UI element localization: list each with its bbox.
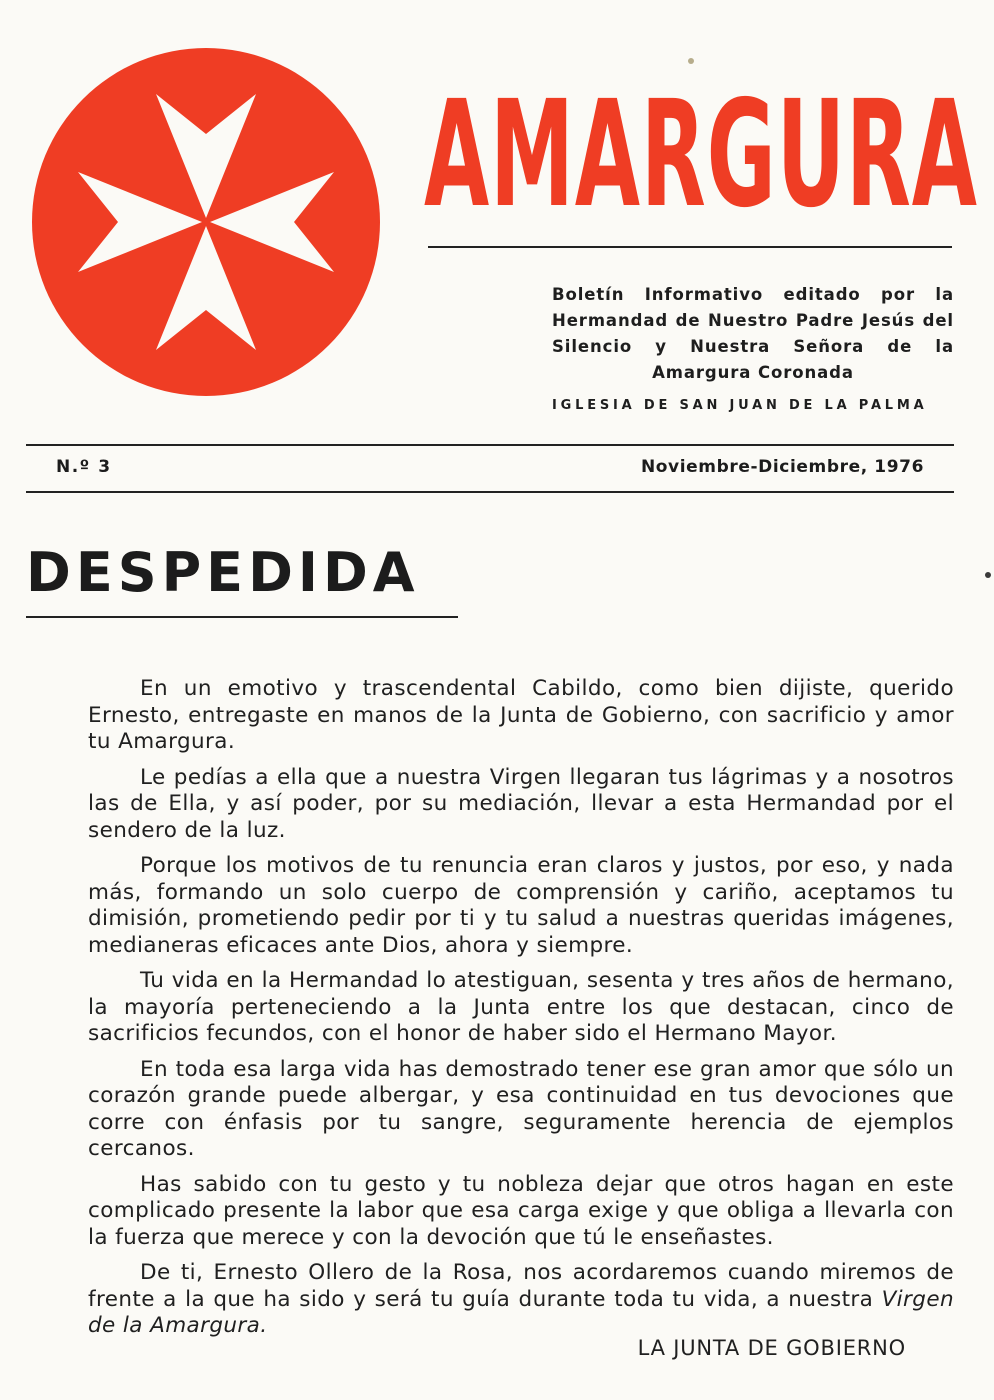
publication-subtitle: Boletín Informativo editado por la Hermandad de Nuestro Padre Jesús del Silencio y Nuestra Señora de la Amargura Coronada bbox=[552, 285, 954, 382]
issue-bar-bottom-rule bbox=[26, 491, 954, 493]
article-paragraph: En toda esa larga vida has demostrado tener ese gran amor que sólo un corazón grande puede albergar, y esa continuidad en tus devociones que corre con énfasis por tu sangre, seguramente herencia de ejemplos cercanos. bbox=[88, 1056, 954, 1161]
article-paragraph: Tu vida en la Hermandad lo atestiguan, sesenta y tres años de hermano, la mayoría perteneciendo a la Junta entre los que destacan, cinco de sacrificios fecundos, con el honor de haber sido el Hermano Mayor. bbox=[88, 968, 954, 1046]
maltese-cross-emblem-icon bbox=[30, 46, 382, 398]
article-heading: DESPEDIDA bbox=[26, 541, 420, 604]
heading-underline bbox=[26, 616, 458, 618]
last-paragraph-italic-ending: Virgen de la Amargura. bbox=[88, 1286, 954, 1338]
article-body bbox=[88, 676, 954, 1349]
masthead-rule bbox=[428, 246, 952, 248]
article-paragraph: Has sabido con tu gesto y tu nobleza dejar que otros hagan en este complicado presente la labor que esa carga exige y que obliga a llevarla con la fuerza que merece y con la devoción que tú le enseñastes. bbox=[88, 1171, 954, 1250]
article-paragraph: Le pedías a ella que a nuestra Virgen llegaran tus lágrimas y a nosotros las de Ella, y así poder, por su mediación, llevar a esta Hermandad por el sendero de la luz. bbox=[88, 764, 954, 843]
issue-date: Noviembre-Diciembre, 1976 bbox=[640, 457, 924, 477]
issue-number: N.º 3 bbox=[56, 457, 112, 477]
article-paragraph: Porque los motivos de tu renuncia eran claros y justos, por eso, y nada más, formando un solo cuerpo de comprensión y cariño, aceptamos tu dimisión, prometiendo pedir por ti y tu salud a nuestras queridas imágenes, medianeras eficaces ante Dios, ahora y siempre. bbox=[88, 853, 954, 958]
issue-bar-top-rule bbox=[26, 444, 954, 446]
article-paragraph: En un emotivo y trascendental Cabildo, como bien dijiste, querido Ernesto, entregaste en manos de la Junta de Gobierno, con sacrificio y amor tu Amargura. bbox=[88, 676, 954, 754]
article-last-paragraph bbox=[88, 1260, 954, 1340]
church-name: IGLESIA DE SAN JUAN DE LA PALMA bbox=[552, 398, 928, 413]
masthead-title: AMARGURA bbox=[424, 70, 978, 241]
emblem-disc bbox=[32, 48, 380, 396]
paper-speck bbox=[688, 58, 694, 64]
article-signature: LA JUNTA DE GOBIERNO bbox=[637, 1336, 906, 1360]
last-paragraph-text: De ti, Ernesto Ollero de la Rosa, nos acordaremos cuando miremos de frente a la que ha sido y será tu guía durante toda tu vida, a nuestra bbox=[88, 1260, 954, 1312]
paper-speck bbox=[985, 572, 991, 578]
